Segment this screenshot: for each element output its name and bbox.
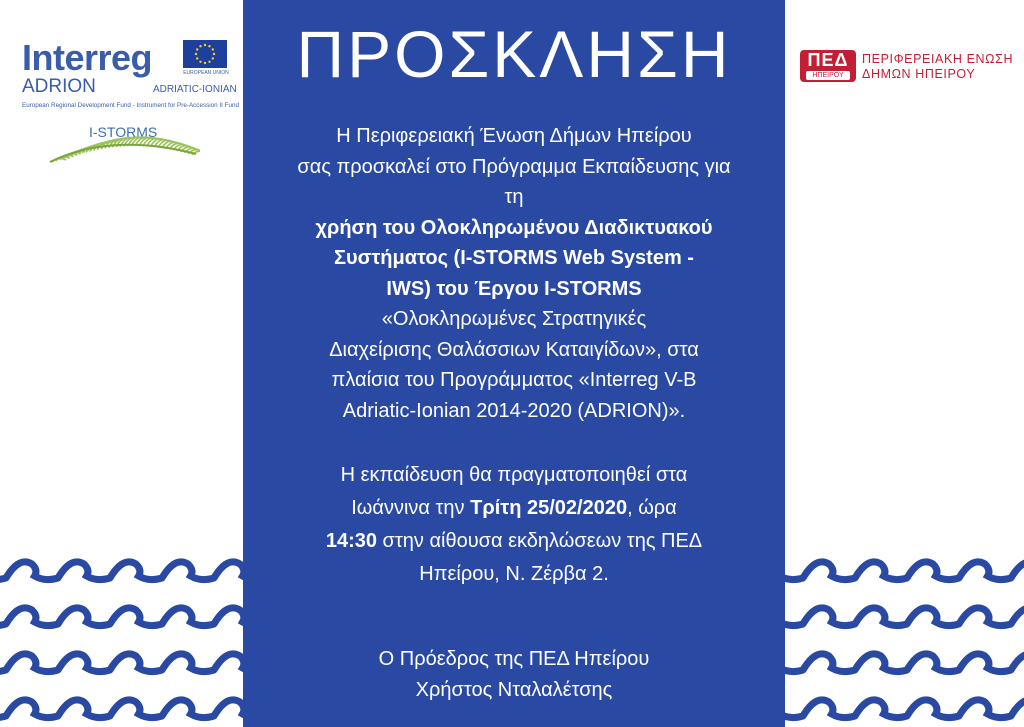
waves-right-decoration — [785, 548, 1024, 727]
invitation-panel — [243, 0, 785, 727]
signature-name: Χρήστος Νταλαλέτσης — [415, 679, 613, 701]
signature-block — [263, 644, 765, 706]
event-address: Ηπείρου, Ν. Ζέρβα 2. — [419, 563, 609, 585]
ped-abbreviation: ΠΕΔ — [807, 50, 849, 70]
event-date-line — [263, 492, 765, 525]
project-description-line: Adriatic-Ionian 2014-2020 (ADRION)». — [342, 399, 686, 422]
event-intro: Η εκπαίδευση θα πραγματοποιηθεί στα — [340, 464, 688, 486]
invitation-line: σας προσκαλεί στο Πρόγραμμα Εκπαίδευσης για — [297, 155, 731, 178]
i-storms-feather-icon — [46, 134, 200, 166]
adriatic-ionian-label: ADRIATIC-IONIAN — [153, 84, 237, 95]
program-name-line: IWS) του Έργου I-STORMS — [386, 277, 642, 300]
ped-epirus-logo — [800, 50, 1012, 90]
adrion-label: ADRION — [22, 76, 96, 97]
ped-badge — [800, 50, 856, 82]
invitation-line: Η Περιφερειακή Ένωση Δήμων Ηπείρου — [336, 125, 692, 147]
project-description-line: «Ολοκληρωμένες Στρατηγικές — [381, 308, 647, 330]
invitation-line: τη — [504, 186, 524, 208]
invitation-text — [263, 121, 765, 426]
event-date: Τρίτη 25/02/2020 — [470, 497, 628, 519]
interreg-wordmark: Interreg — [22, 37, 153, 78]
ped-name-line-2: ΔΗΜΩΝ ΗΠΕΙΡΟΥ — [862, 67, 976, 81]
project-description-line: πλαίσια του Προγράμματος «Interreg V-B — [331, 369, 697, 391]
signature-role: Ο Πρόεδρος της ΠΕΔ Ηπείρου — [378, 648, 650, 670]
eu-label: EUROPEAN UNION — [183, 70, 229, 76]
event-time: 14:30 — [325, 530, 377, 552]
page-title: ΠΡΟΣΚΛΗΣΗ — [296, 17, 732, 91]
fund-label: European Regional Development Fund - Instrument for Pre-Accession II Fund — [22, 102, 240, 109]
event-details — [263, 459, 765, 591]
event-venue-line — [263, 525, 765, 558]
program-name-line: χρήση του Ολοκληρωμένου Διαδικτυακού — [315, 216, 713, 239]
project-description-line: Διαχείρισης Θαλάσσιων Καταιγίδων», στα — [329, 338, 699, 361]
i-storms-label: I-STORMS — [89, 124, 158, 140]
ped-name-line-1: ΠΕΡΙΦΕΡΕΙΑΚΗ ΕΝΩΣΗ — [862, 52, 1014, 66]
ped-full-name — [862, 52, 1013, 82]
event-venue: στην αίθουσα εκδηλώσεων της ΠΕΔ — [376, 530, 703, 552]
event-city: Ιωάννινα την — [351, 497, 471, 519]
eu-flag-icon — [183, 40, 227, 68]
program-name-line: Συστήματος (I-STORMS Web System - — [334, 247, 694, 269]
event-time-label: , ώρα — [627, 497, 677, 519]
waves-left-decoration — [0, 548, 243, 727]
ped-badge-subtitle: ΗΠΕΙΡΟΥ — [806, 71, 850, 80]
